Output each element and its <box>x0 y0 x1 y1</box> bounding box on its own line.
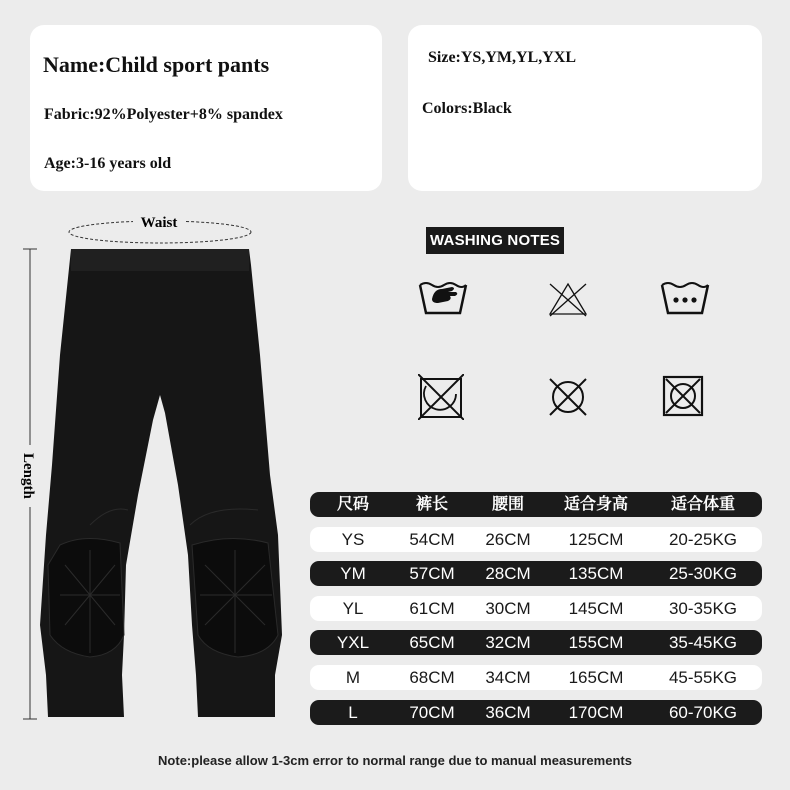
do-not-tumble-dry-icon <box>418 374 464 420</box>
cell-waist: 36CM <box>485 702 531 722</box>
cell-weight: 20-25KG <box>668 529 738 549</box>
table-row <box>310 665 762 690</box>
size-info: Size:YS,YM,YL,YXL <box>428 49 576 66</box>
product-name: Name:Child sport pants <box>43 52 270 77</box>
do-not-tumble-dry-square-icon <box>662 375 704 417</box>
waist-label: Waist <box>140 215 178 231</box>
washing-notes-title: WASHING NOTES <box>426 227 564 254</box>
colors-info: Colors:Black <box>422 100 512 117</box>
table-row <box>310 527 762 552</box>
cell-length: 61CM <box>409 598 455 618</box>
cell-length: 54CM <box>409 529 455 549</box>
cell-size: L <box>348 702 358 722</box>
cell-waist: 32CM <box>485 633 531 653</box>
do-not-bleach-icon <box>546 281 590 317</box>
cell-height: 165CM <box>568 667 624 687</box>
length-label: Length <box>20 453 36 499</box>
header-weight: 适合体重 <box>670 496 735 513</box>
cell-size: YXL <box>336 633 370 653</box>
cell-height: 170CM <box>568 702 624 722</box>
do-not-dry-clean-icon <box>546 376 590 418</box>
pants-image <box>40 249 282 717</box>
table-row <box>310 561 762 586</box>
cell-waist: 30CM <box>485 598 531 618</box>
cell-length: 68CM <box>409 667 455 687</box>
cell-length: 57CM <box>409 564 455 584</box>
cell-weight: 60-70KG <box>668 702 738 722</box>
cell-size: YM <box>340 564 366 584</box>
cell-weight: 35-45KG <box>668 633 738 653</box>
header-length: 裤长 <box>415 496 448 513</box>
cell-waist: 26CM <box>485 529 531 549</box>
cell-weight: 45-55KG <box>668 667 738 687</box>
cell-size: YL <box>342 598 364 618</box>
cell-height: 145CM <box>568 598 624 618</box>
cell-height: 155CM <box>568 633 624 653</box>
hand-wash-icon <box>418 279 468 315</box>
cell-height: 135CM <box>568 564 624 584</box>
cell-height: 125CM <box>568 529 624 549</box>
size-color-card <box>408 25 762 191</box>
cell-length: 70CM <box>409 702 455 722</box>
cell-waist: 28CM <box>485 564 531 584</box>
header-size: 尺码 <box>336 496 369 513</box>
cell-length: 65CM <box>409 633 455 653</box>
pants-diagram <box>20 205 310 750</box>
table-row <box>310 596 762 621</box>
table-header <box>310 492 762 517</box>
size-table <box>310 492 762 734</box>
cell-waist: 34CM <box>485 667 531 687</box>
machine-wash-icon <box>660 279 710 315</box>
fabric-info: Fabric:92%Polyester+8% spandex <box>44 106 283 123</box>
cell-size: M <box>345 667 361 687</box>
cell-size: YS <box>341 529 365 549</box>
cell-weight: 25-30KG <box>668 564 738 584</box>
header-waist: 腰围 <box>491 496 524 513</box>
cell-weight: 30-35KG <box>668 598 738 618</box>
table-row <box>310 630 762 655</box>
age-info: Age:3-16 years old <box>44 155 172 172</box>
product-info-card <box>30 25 382 191</box>
measurement-note: Note:please allow 1-3cm error to normal range due to manual measurements <box>158 753 632 768</box>
table-row <box>310 700 762 725</box>
header-height: 适合身高 <box>563 496 628 513</box>
